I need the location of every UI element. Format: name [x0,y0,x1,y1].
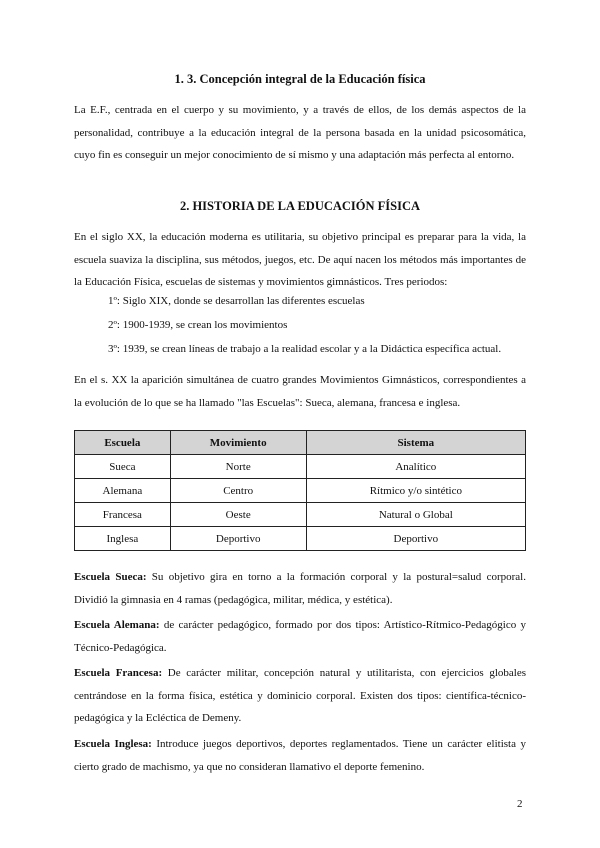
school-text-inglesa: Introduce juegos deportivos, deportes reglamentados. Tiene un carácter elitista y cierto grado de machismo, ya que no consideran llamativo el deporte femenino. [74,738,526,773]
table-row [75,455,526,479]
section-heading-historia: 2. HISTORIA DE LA EDUCACIÓN FÍSICA [179,199,421,213]
paragraph-escuela-inglesa [74,733,526,778]
paragraph-escuelas-intro: En el s. XX la aparición simultánea de cuatro grandes Movimientos Gimnásticos, correspondientes a la evolución de lo que se ha llamado "las Escuelas": Sueca, alemana, francesa e inglesa. [74,374,526,409]
school-label-sueca: Escuela Sueca: [74,571,147,583]
school-label-alemana: Escuela Alemana: [74,619,160,631]
table-cell: Centro [170,479,306,503]
table-row [75,479,526,503]
school-text-sueca: Su objetivo gira en torno a la formación corporal y la postural=salud corporal. Dividió la gimnasia en 4 ramas (pedagógica, militar, médica, y estética). [74,571,526,606]
table-cell: Rítmico y/o sintético [306,479,525,503]
table-cell: Alemana [75,479,171,503]
table-cell: Analítico [306,455,525,479]
table-cell: Oeste [170,503,306,527]
paragraph-escuela-sueca [74,566,526,611]
table-header-movimiento: Movimiento [170,431,306,455]
paragraph-historia: En el siglo XX, la educación moderna es utilitaria, su objetivo principal es preparar para la vida, la escuela suaviza la disciplina, sus métodos, juegos, etc. De aquí nacen los métodos más importantes de la Educación Física, escuelas de sistemas y movimientos gimnásticos. Tres periodos: [74,231,526,288]
table-header-escuela: Escuela [75,431,171,455]
table-cell: Inglesa [75,527,171,551]
table-cell: Deportivo [306,527,525,551]
school-label-francesa: Escuela Francesa: [74,667,163,679]
school-label-inglesa: Escuela Inglesa: [74,738,152,750]
period-item-3: 3º: 1939, se crean líneas de trabajo a la realidad escolar y a la Didáctica específica actual. [108,343,502,355]
paragraph-escuela-francesa [74,662,526,730]
paragraph-concepcion: La E.F., centrada en el cuerpo y su movimiento, y a través de ellos, de los demás aspectos de la personalidad, contribuye a la educación integral de la persona basada en la unidad psicosomática, cuyo fin es conseguir un mejor conocimiento de sí mismo y una adaptación más perfecta al entorno. [74,104,526,161]
table-header-sistema: Sistema [306,431,525,455]
table-row [75,503,526,527]
table-row [75,527,526,551]
period-item-1: 1º: Siglo XIX, donde se desarrollan las diferentes escuelas [108,295,365,307]
page-number: 2 [517,798,523,810]
paragraph-escuela-alemana [74,614,526,659]
table-cell: Norte [170,455,306,479]
section-heading-concepcion: 1. 3. Concepción integral de la Educación física [174,72,426,86]
table-header-row [75,431,526,455]
period-item-2: 2º: 1900-1939, se crean los movimientos [108,319,288,331]
table-cell: Natural o Global [306,503,525,527]
schools-table [74,430,526,551]
school-text-francesa: De carácter militar, concepción natural y utilitarista, con ejercicios globales centrándose en la forma física, estética y dominicio corporal. Existen dos tipos: científica-técnico-pedagógica y la Ecléctica de Demeny. [74,667,527,724]
table-cell: Francesa [75,503,171,527]
table-cell: Deportivo [170,527,306,551]
school-text-alemana: de carácter pedagógico, formado por dos tipos: Artístico-Rítmico-Pedagógico y Técnico-Pedagógica. [74,619,527,654]
table-cell: Sueca [75,455,171,479]
